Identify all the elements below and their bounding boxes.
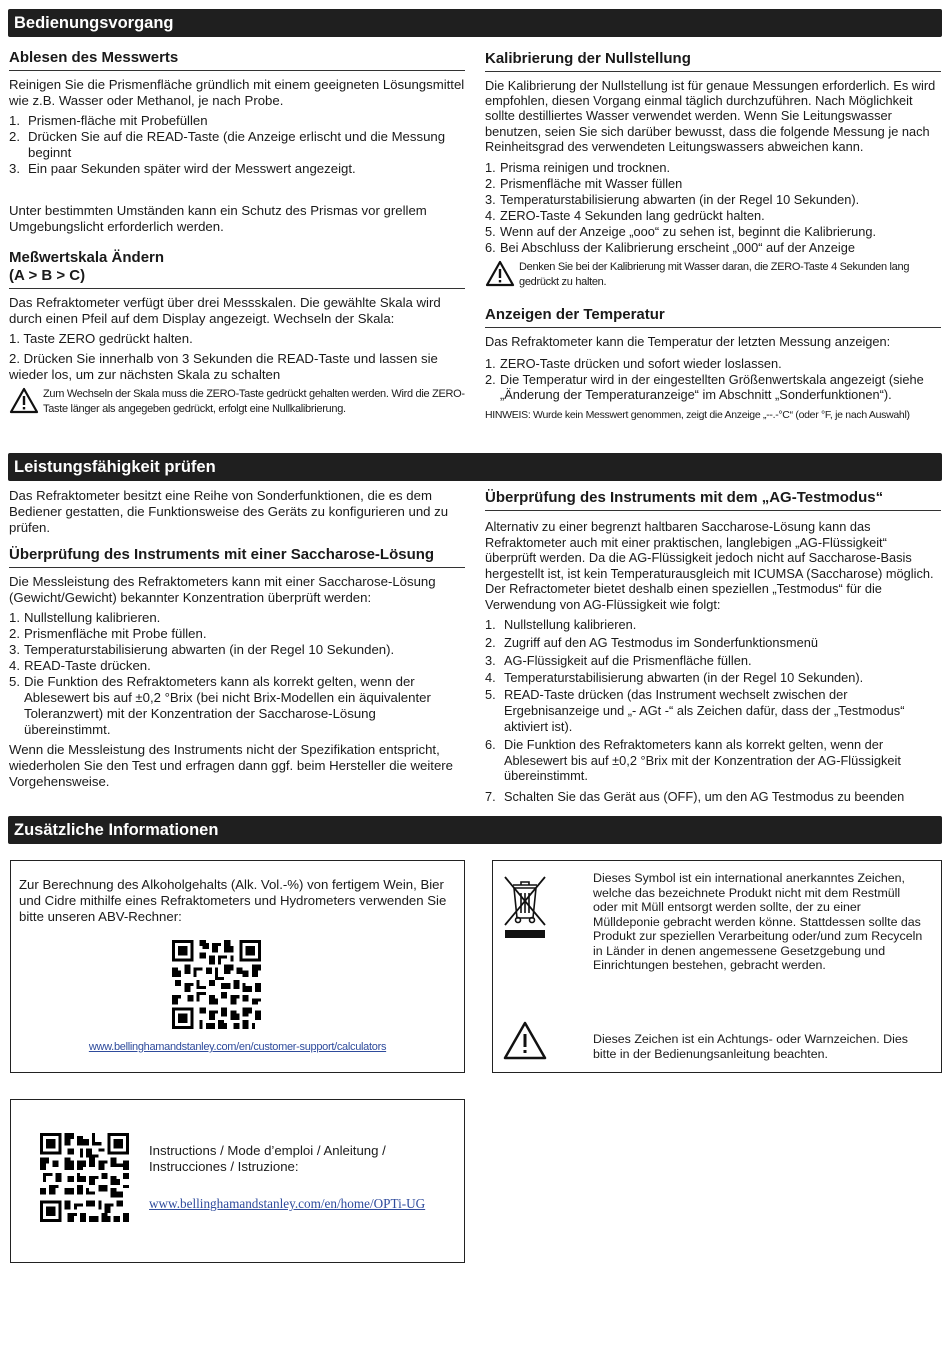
list-item: 6. Die Funktion des Refraktometers kann als korrekt gelten, wenn der Ablesewert bis auf ±0,2 °Brix mit der Konzentration der AG-Flüssigkeit übereinstimmt. (485, 737, 901, 784)
sucrose-intro: Die Messleistung des Refraktometers kann mit einer Saccharose-Lösung (Gewicht/Gewicht) bekannter Konzentration überprüft werden: (9, 574, 436, 605)
list-item: 6. Bei Abschluss der Kalibrierung erscheint „000“ auf der Anzeige (485, 240, 855, 256)
section-header-additional: Zusätzliche Informationen (8, 816, 942, 844)
qr-code-icon (172, 940, 261, 1029)
list-item: 3. Ein paar Sekunden später wird der Messwert angezeigt. (9, 161, 356, 176)
scale-title: Meßwertskala Ändern (A > B > C) (9, 249, 465, 289)
zero-section (485, 50, 941, 427)
list-item: 3. AG-Flüssigkeit auf die Prismenfläche füllen. (485, 652, 752, 668)
list-item: 1. Prismen-fläche mit Probefüllen (9, 113, 208, 128)
warning-triangle-icon (503, 1021, 547, 1061)
scale-step-2: 2. Drücken Sie innerhalb von 3 Sekunden die READ-Taste und lassen sie wieder los, um zur nächsten Skala zu schalten (9, 351, 438, 382)
reading-note: Unter bestimmten Umständen kann ein Schutz des Prismas vor grellem Umgebungslicht erforderlich werden. (9, 203, 427, 234)
sucrose-title: Überprüfung des Instruments mit einer Saccharose-Lösung (9, 546, 465, 568)
list-item: 4. READ-Taste drücken. (9, 658, 151, 673)
list-item: 2. Prismenfläche mit Probe füllen. (9, 626, 207, 641)
sucrose-outro: Wenn die Messleistung des Instruments nicht der Spezifikation entspricht, wiederholen Sie den Test und erfragen dann ggf. beim Hersteller die weitere Vorgehensweise. (9, 742, 454, 789)
temperature-intro: Das Refraktometer kann die Temperatur der letzten Messung anzeigen: (485, 334, 891, 350)
warn-text: Dieses Zeichen ist ein Achtungs- oder Warnzeichen. Dies bitte in der Bedienungsanleitung beachten. (593, 1032, 908, 1061)
warning-triangle-icon (485, 260, 517, 292)
list-item: 2. Zugriff auf den AG Testmodus im Sonderfunktionsmenü (485, 634, 818, 650)
list-item: 5. Die Funktion des Refraktometers kann als korrekt gelten, wenn der Ablesewert bis auf ±0,2 °Brix (bei nicht Brix-Modellen ein äquivalenter Toleranzwert) mit der Konzentration der Saccharose-Lösung übereinstimmt. (9, 674, 431, 737)
zero-steps (485, 160, 941, 256)
warning-triangle-icon (9, 387, 41, 419)
temperature-title: Anzeigen der Temperatur (485, 306, 941, 328)
scale-intro: Das Refraktometer verfügt über drei Messskalen. Die gewählte Skala wird durch einen Pfeil auf dem Display angezeigt. Wechseln der Skala: (9, 295, 441, 326)
manual-box (10, 1099, 465, 1263)
abv-text: Zur Berechnung des Alkoholgehalts (Alk. Vol.-%) von fertigem Wein, Bier und Cidre mithilfe eines Refraktometers und Hydrometers verwenden Sie bitte unseren ABV-Rechner: (19, 877, 447, 924)
abv-link[interactable]: www.bellinghamandstanley.com/en/customer-support/calculators (88, 1041, 387, 1053)
list-item: 1. ZERO-Taste drücken und sofort wieder loslassen. (485, 356, 782, 372)
manual-label: Instructions / Mode d’emploi / Anleitung / Instrucciones / Istruzione: (149, 1143, 386, 1174)
ag-title: Überprüfung des Instruments mit dem „AG-Testmodus“ (485, 489, 941, 511)
symbols-box (492, 860, 942, 1073)
performance-intro: Das Refraktometer besitzt eine Reihe von Sonderfunktionen, die es dem Bediener gestatten, die Funktionsweise des Geräts zu konfigurieren und zu prüfen. (9, 488, 449, 535)
ag-steps (485, 616, 941, 805)
crossed-bin-icon (501, 871, 549, 939)
temperature-steps (485, 356, 941, 403)
scale-warning: Zum Wechseln der Skala muss die ZERO-Taste gedrückt gehalten werden. Wird die ZERO-Taste länger als angegeben gedrückt, erfolgt eine Nullkalibrierung. (9, 387, 465, 419)
weee-text: Dieses Symbol ist ein international anerkanntes Zeichen, welche das bezeichnete Produkt nicht mit dem Restmüll oder mit Müll entsorgt werden sollte, der zu einer Mülldeponie gebracht werden könne. Stattdessen sollte das Produkt zur speziellen Verarbeitung oder/und zum Recyceln in Länder in denen angemessene Gesetzgebung und Einrichtungen bestehen, gebracht werden. (593, 871, 923, 972)
manual-link[interactable]: www.bellinghamandstanley.com/en/home/OPTi-UG (149, 1196, 426, 1211)
reading-section (9, 49, 465, 419)
list-item: 1. Nullstellung kalibrieren. (9, 610, 161, 625)
zero-warning: Denken Sie bei der Kalibrierung mit Wasser daran, die ZERO-Taste 4 Sekunden lang gedrückt zu halten. (485, 260, 941, 292)
list-item: 4. ZERO-Taste 4 Sekunden lang gedrückt halten. (485, 208, 765, 224)
sucrose-section (9, 488, 465, 794)
list-item: 1. Nullstellung kalibrieren. (485, 617, 637, 632)
list-item: 2. Drücken Sie auf die READ-Taste (die Anzeige erlischt und die Messung beginnt (9, 129, 446, 160)
ag-intro: Alternativ zu einer begrenzt haltbaren Saccharose-Lösung kann das Refraktometer auch mit einer praktischen, langlebigen „AG-Flüssigkeit“ überprüft werden. Da die AG-Flüssigkeit jedoch nicht auf Saccharose-Basis hergestellt ist, ist kein Temperaturausgleich mit ICUMSA (Saccharose) möglich. Der Refractometer bietet deshalb einen speziellen „Testmodus“ für die Verwendung von AG-Flüssigkeit wie folgt: (485, 519, 934, 612)
list-item: 5. READ-Taste drücken (das Instrument wechselt zwischen der Ergebnisanzeige und „- AGt -“ als Zeichen dafür, dass der „Testmodus“ aktiviert ist). (485, 687, 905, 735)
list-item: 1. Prisma reinigen und trocknen. (485, 160, 671, 176)
list-item: 2. Prismenfläche mit Wasser füllen (485, 176, 683, 192)
zero-title: Kalibrierung der Nullstellung (485, 50, 941, 72)
list-item: 3. Temperaturstabilisierung abwarten (in der Regel 10 Sekunden). (9, 642, 395, 657)
reading-title: Ablesen des Messwerts (9, 49, 465, 71)
section-header-performance: Leistungsfähigkeit prüfen (8, 453, 942, 481)
reading-intro: Reinigen Sie die Prismenfläche gründlich mit einem geeigneten Lösungsmittel wie z.B. Wasser oder Methanol, je nach Probe. (9, 77, 465, 108)
section-header-operation: Bedienungsvorgang (8, 9, 942, 37)
list-item: 4. Temperaturstabilisierung abwarten (in der Regel 10 Sekunden). (485, 670, 864, 686)
reading-steps (9, 113, 465, 177)
zero-intro: Die Kalibrierung der Nullstellung ist für genaue Messungen erforderlich. Es wird empfohlen, diesen Vorgang einmal täglich durchzuführen. Nach Möglichkeit sollte destilliertes Wasser verwendet werden. Wenn Sie Leitungswasser benutzen, seien Sie sich darüber bewusst, dass die folgende Messung je nach Reinheitsgrad des verwendeten Leitungswassers abweichen kann. (485, 78, 936, 154)
list-item: 2. Die Temperatur wird in der eingestellten Größenwertskala angezeigt (siehe „Änderung der Temperaturanzeige“ im Abschnitt „Sonderfunktionen“). (485, 371, 924, 403)
abv-box (10, 860, 465, 1073)
qr-code-icon (40, 1133, 129, 1222)
list-item: 3. Temperaturstabilisierung abwarten (in der Regel 10 Sekunden). (485, 192, 860, 208)
ag-section (485, 489, 941, 809)
list-item: 5. Wenn auf der Anzeige „ooo“ zu sehen ist, beginnt die Kalibrierung. (485, 224, 877, 240)
sucrose-steps (9, 610, 465, 738)
scale-step-1: 1. Taste ZERO gedrückt halten. (9, 331, 193, 346)
temperature-hint: HINWEIS: Wurde kein Messwert genommen, zeigt die Anzeige „--.-°C“ (oder °F, je nach Auswahl) (485, 408, 910, 421)
list-item: 7. Schalten Sie das Gerät aus (OFF), um den AG Testmodus zu beenden (485, 788, 905, 804)
